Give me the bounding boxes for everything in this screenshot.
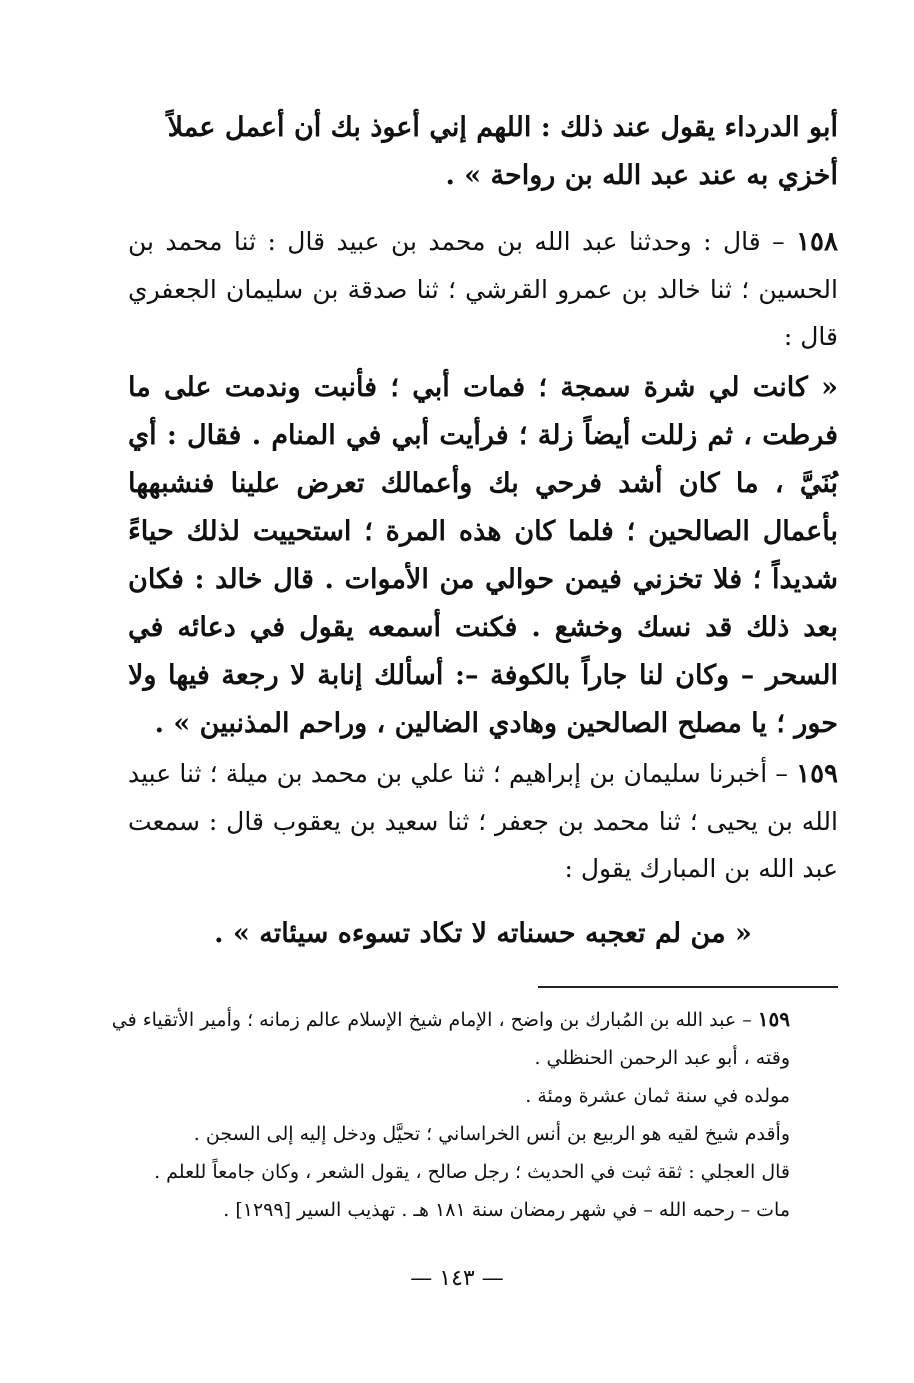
footnote-line: مات – رحمه الله – في شهر رمضان سنة ١٨١ هـ . تهذيب السير [١٢٩٩] . bbox=[223, 1199, 790, 1221]
footnote-first bbox=[100, 1000, 790, 1077]
footnote-line: قال العجلي : ثقة ثبت في الحديث ؛ رجل صالح ، يقول الشعر ، وكان جامعاً للعلم . bbox=[154, 1161, 790, 1183]
top-passage bbox=[128, 104, 838, 200]
hadith-158-isnad bbox=[128, 218, 838, 360]
page-number: — ١٤٣ — bbox=[410, 1266, 504, 1291]
hadith-158-text bbox=[128, 364, 838, 748]
footnote-line: وأقدم شيخ لقيه هو الربيع بن أنس الخراساني ؛ تحيَّل ودخل إليه إلى السجن . bbox=[193, 1123, 790, 1145]
hadith-159-isnad-text: – أخبرنا سليمان بن إبراهيم ؛ ثنا علي بن محمد بن ميلة ؛ ثنا عبيد الله بن يحيى ؛ ثنا محمد بن جعفر ؛ ثنا سعيد بن يعقوب قال : سمعت عبد الله بن المبارك يقول : bbox=[128, 759, 838, 883]
footnote-number: ١٥٩ bbox=[757, 1007, 790, 1031]
top-passage-line-2: أخزي به عند عبد الله بن رواحة » . bbox=[445, 160, 838, 191]
footnote-line: مولده في سنة ثمان عشرة ومئة . bbox=[525, 1085, 790, 1107]
footnote-separator bbox=[538, 986, 838, 988]
hadith-159-text bbox=[128, 910, 838, 958]
top-passage-line-1: أبو الدرداء يقول عند ذلك : اللهم إني أعوذ بك أن أعمل عملاً bbox=[167, 112, 838, 143]
hadith-159-matn: « من لم تعجبه حسناته لا تكاد تسوءه سيئاته » . bbox=[214, 918, 752, 949]
footnote-first-text: – عبد الله بن المُبارك بن واضح ، الإمام شيخ الإسلام عالم زمانه ؛ وأمير الأتقياء في وقته ، أبو عبد الرحمن الحنظلي . bbox=[111, 1009, 790, 1069]
hadith-158-matn: « كانت لي شرة سمجة ؛ فمات أبي ؛ فأنبت وندمت على ما فرطت ، ثم زللت أيضاً زلة ؛ فرأيت أبي في المنام . فقال : أي بُنَيَّ ، ما كان أشد فرحي بك وأعمالك تعرض علينا فنشبهها بأعمال الصالحين ؛ فلما كان هذه المرة ؛ استحييت لذلك حياءً شديداً ؛ فلا تخزني فيمن حوالي من الأموات . قال خالد : فكان بعد ذلك قد نسك وخشع . فكنت أسمعه يقول في دعائه في السحر – وكان لنا جاراً بالكوفة –: أسألك إنابة لا رجعة فيها ولا حور ؛ يا مصلح الصالحين وهادي الضالين ، وراحم المذنبين » . bbox=[128, 372, 838, 739]
footnotes bbox=[100, 1000, 790, 1229]
hadith-159-number: ١٥٩ bbox=[796, 759, 839, 789]
hadith-158-number: ١٥٨ bbox=[796, 227, 838, 257]
hadith-159-isnad bbox=[128, 750, 838, 892]
hadith-158-isnad-text: – قال : وحدثنا عبد الله بن محمد بن عبيد قال : ثنا محمد بن الحسين ؛ ثنا خالد بن عمرو القرشي ؛ ثنا صدقة بن سليمان الجعفري قال : bbox=[128, 227, 838, 351]
